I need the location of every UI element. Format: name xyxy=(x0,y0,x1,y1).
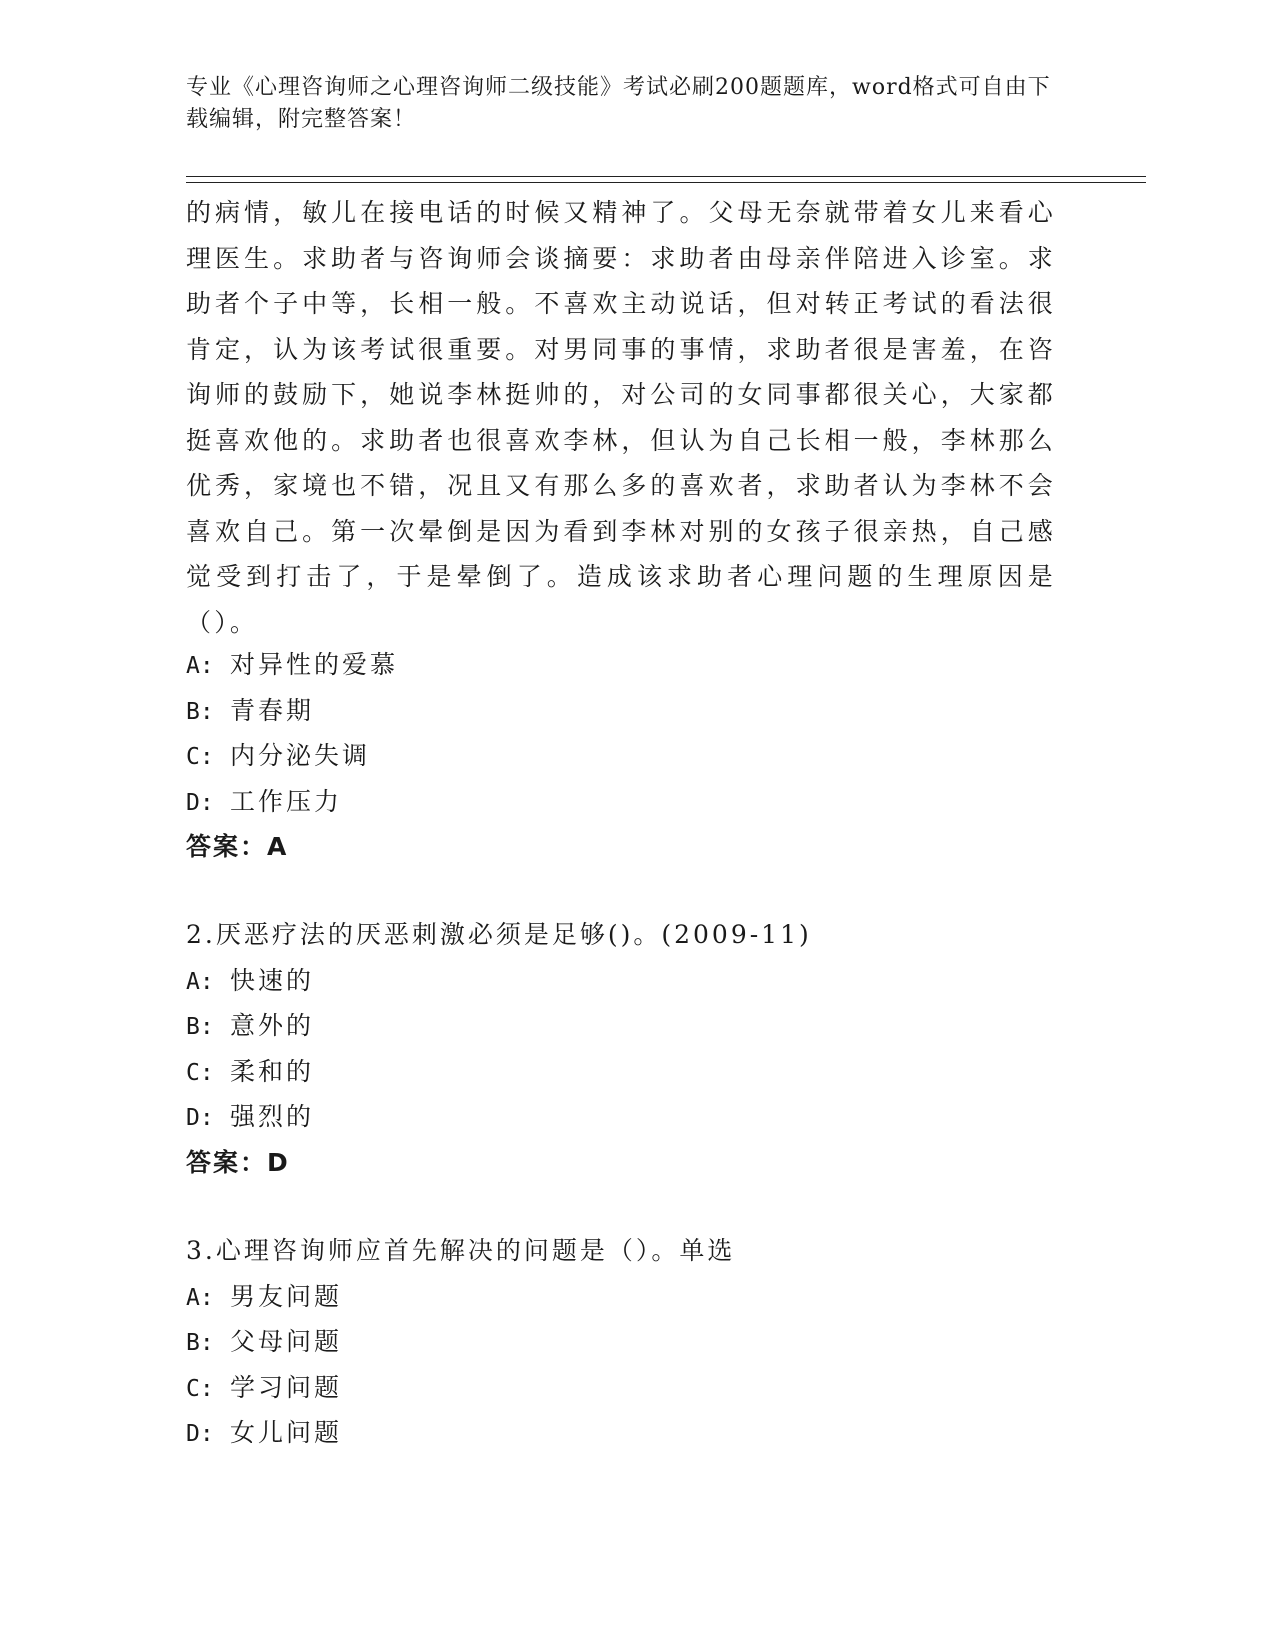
option-text: 柔和的 xyxy=(230,1056,315,1086)
option-text: 父母问题 xyxy=(230,1327,343,1356)
header-rule-top xyxy=(186,176,1146,177)
option-d xyxy=(186,779,398,825)
option-c xyxy=(186,1049,812,1095)
option-letter: A: xyxy=(186,653,214,679)
option-letter: C: xyxy=(186,744,214,770)
document-header: 专业《心理咨询师之心理咨询师二级技能》考试必刷200题题库，word格式可自由下载编辑，附完整答案！ xyxy=(186,75,1051,132)
option-letter: A: xyxy=(186,968,214,995)
question-2 xyxy=(186,912,812,1185)
option-letter: C: xyxy=(186,1059,214,1086)
option-letter: D: xyxy=(186,1421,214,1447)
question-1-continuation-text: 的病情，敏儿在接电话的时候又精神了。父母无奈就带着女儿来看心理医生。求助者与咨询师会谈摘要：求助者由母亲伴陪进入诊室。求助者个子中等，长相一般。不喜欢主动说话，但对转正考试的看法很肯定，认为该考试很重要。对男同事的事情，求助者很是害羞，在咨询师的鼓励下，她说李林挺帅的，对公司的女同事都很关心，大家都挺喜欢他的。求助者也很喜欢李林，但认为自己长相一般，李林那么优秀，家境也不错，况且又有那么多的喜欢者，求助者认为李林不会喜欢自己。第一次晕倒是因为看到李林对别的女孩子很亲热，自己感觉受到打击了，于是晕倒了。造成该求助者心理问题的生理原因是（）。 xyxy=(186,198,1056,637)
option-a xyxy=(186,642,398,688)
option-letter: B: xyxy=(186,1014,214,1040)
option-c xyxy=(186,733,398,779)
option-text: 强烈的 xyxy=(230,1102,315,1131)
option-letter: D: xyxy=(186,1105,214,1131)
option-d xyxy=(186,1410,735,1456)
option-text: 对异性的爱慕 xyxy=(230,650,399,679)
header-rule-bottom xyxy=(186,182,1146,183)
option-b xyxy=(186,1319,735,1365)
option-text: 青春期 xyxy=(230,695,315,725)
option-d xyxy=(186,1094,812,1140)
option-a xyxy=(186,958,812,1004)
option-text: 工作压力 xyxy=(230,786,343,816)
option-letter: D: xyxy=(186,789,214,816)
option-text: 意外的 xyxy=(230,1011,315,1040)
option-b xyxy=(186,688,398,734)
option-c xyxy=(186,1365,735,1411)
question-1-answer: 答案：A xyxy=(186,832,289,861)
question-2-stem: 2.厌恶疗法的厌恶刺激必须是足够()。(2009-11) xyxy=(186,920,812,949)
option-a xyxy=(186,1274,735,1320)
question-2-answer: 答案：D xyxy=(186,1147,290,1177)
option-letter: C: xyxy=(186,1375,214,1402)
option-b xyxy=(186,1003,812,1049)
option-text: 内分泌失调 xyxy=(230,741,371,770)
option-letter: A: xyxy=(186,1284,214,1311)
question-3-stem: 3.心理咨询师应首先解决的问题是（）。单选 xyxy=(186,1236,736,1265)
option-letter: B: xyxy=(186,698,214,725)
option-text: 女儿问题 xyxy=(230,1418,343,1447)
option-text: 男友问题 xyxy=(230,1281,343,1311)
question-3 xyxy=(186,1228,735,1456)
option-letter: B: xyxy=(186,1330,214,1356)
question-1-options xyxy=(186,642,398,870)
option-text: 快速的 xyxy=(230,965,315,995)
option-text: 学习问题 xyxy=(230,1372,343,1402)
